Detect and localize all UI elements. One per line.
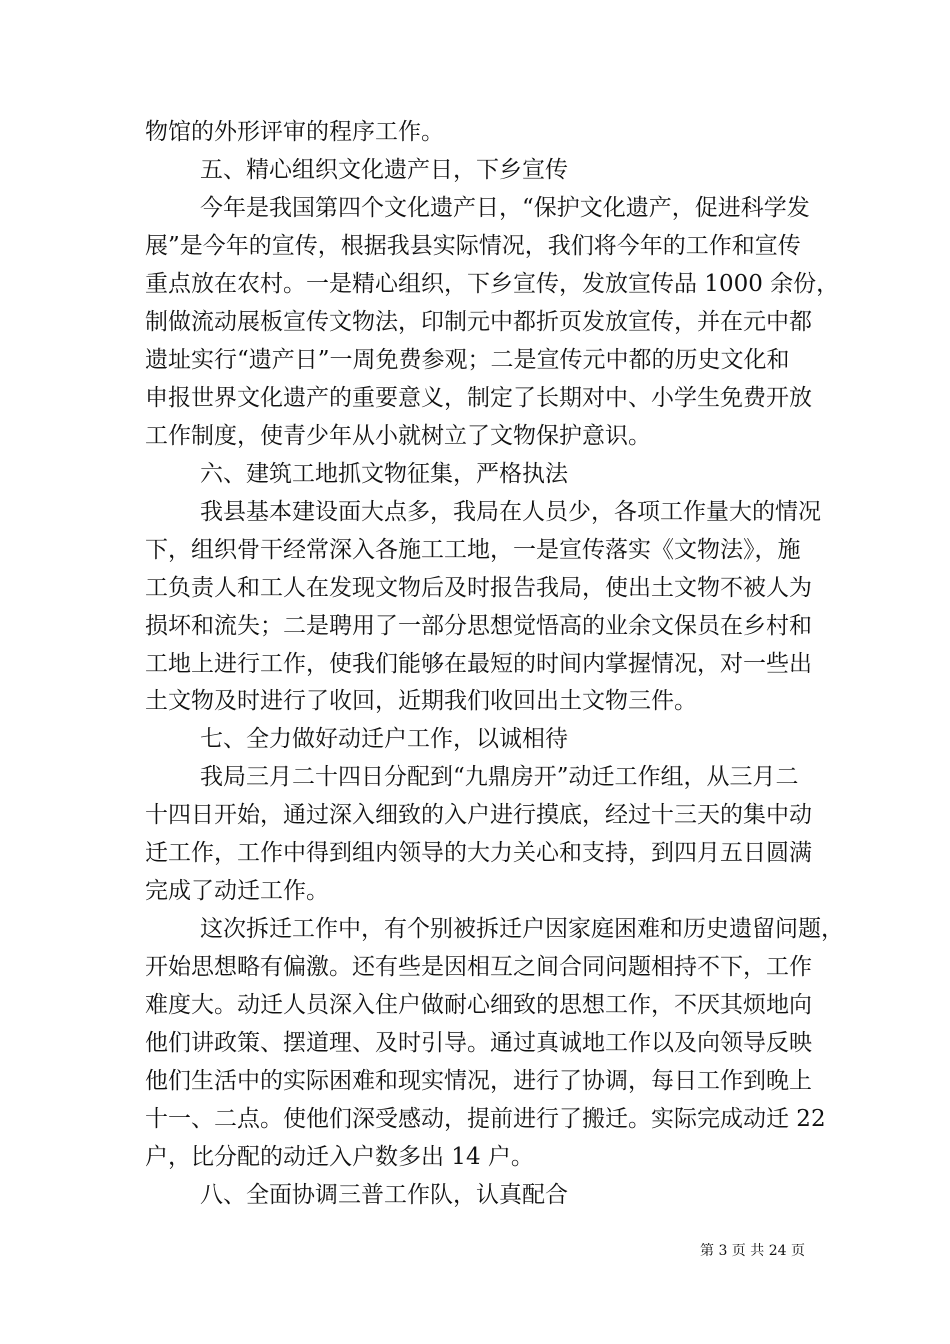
text-line: 这次拆迁工作中，有个别被拆迁户因家庭困难和历史遗留问题，: [200, 916, 844, 942]
text-line: 制做流动展板宣传文物法，印制元中都折页发放宣传，并在元中都: [145, 309, 812, 335]
text-line: 今年是我国第四个文化遗产日，“保护文化遗产，促进科学发: [200, 195, 810, 221]
section-heading: 六、建筑工地抓文物征集，严格执法: [200, 461, 568, 487]
section-heading: 五、精心组织文化遗产日，下乡宣传: [200, 157, 568, 183]
text-line: 土文物及时进行了收回，近期我们收回出土文物三件。: [145, 688, 697, 714]
text-line: 完成了动迁工作。: [145, 878, 329, 904]
text-line: 户，比分配的动迁入户数多出 14 户。: [145, 1144, 534, 1170]
text-line: 难度大。动迁人员深入住户做耐心细致的思想工作，不厌其烦地向: [145, 992, 812, 1018]
text-line: 开始思想略有偏激。还有些是因相互之间合同问题相持不下，工作: [145, 954, 812, 980]
text-line: 遗址实行“遗产日”一周免费参观；二是宣传元中都的历史文化和: [145, 347, 790, 373]
text-line: 他们讲政策、摆道理、及时引导。通过真诚地工作以及向领导反映: [145, 1030, 812, 1056]
text-line: 我县基本建设面大点多，我局在人员少，各项工作量大的情况: [200, 499, 821, 525]
text-line: 重点放在农村。一是精心组织，下乡宣传，发放宣传品 1000 余份，: [145, 271, 840, 297]
text-line: 物馆的外形评审的程序工作。: [145, 119, 444, 145]
section-heading: 七、全力做好动迁户工作，以诚相待: [200, 726, 568, 752]
text-line: 他们生活中的实际困难和现实情况，进行了协调，每日工作到晚上: [145, 1068, 812, 1094]
text-line: 我局三月二十四日分配到“九鼎房开”动迁工作组，从三月二: [200, 764, 799, 790]
page-number: 第 3 页 共 24 页: [700, 1243, 805, 1259]
text-line: 工地上进行工作，使我们能够在最短的时间内掌握情况，对一些出: [145, 651, 812, 677]
text-line: 损坏和流失；二是聘用了一部分思想觉悟高的业余文保员在乡村和: [145, 613, 812, 639]
section-heading: 八、全面协调三普工作队，认真配合: [200, 1182, 568, 1208]
text-line: 工作制度，使青少年从小就树立了文物保护意识。: [145, 423, 651, 449]
text-line: 十四日开始，通过深入细致的入户进行摸底，经过十三天的集中动: [145, 802, 812, 828]
text-line: 十一、二点。使他们深受感动，提前进行了搬迁。实际完成动迁 22: [145, 1106, 826, 1132]
text-line: 工负责人和工人在发现文物后及时报告我局，使出土文物不被人为: [145, 575, 812, 601]
text-line: 申报世界文化遗产的重要意义，制定了长期对中、小学生免费开放: [145, 385, 812, 411]
text-line: 下，组织骨干经常深入各施工工地，一是宣传落实《文物法》，施: [145, 537, 801, 563]
text-line: 迁工作，工作中得到组内领导的大力关心和支持，到四月五日圆满: [145, 840, 812, 866]
text-line: 展”是今年的宣传，根据我县实际情况，我们将今年的工作和宣传: [145, 233, 801, 259]
